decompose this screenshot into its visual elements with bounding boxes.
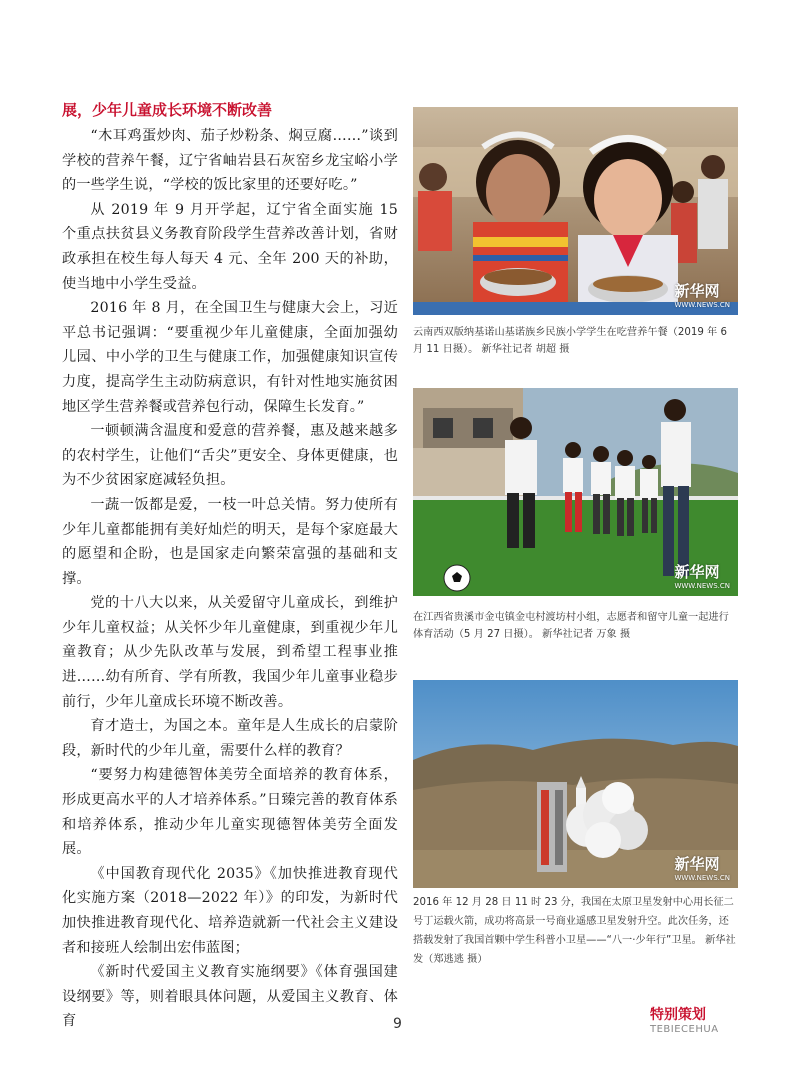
photo-football-activity bbox=[413, 388, 738, 596]
paragraph: “要努力构建德智体美劳全面培养的教育体系，形成更高水平的人才培养体系。”日臻完善的教育体系和培养体系，推动少年儿童实现德智体美劳全面发展。 bbox=[62, 767, 398, 858]
paragraph: “木耳鸡蛋炒肉、茄子炒粉条、焖豆腐……”谈到学校的营养午餐，辽宁省岫岩县石灰窑乡龙宝峪小学的一些学生说，“学校的饭比家里的还要好吃。” bbox=[62, 128, 398, 194]
watermark-url: WWW.NEWS.CN bbox=[674, 582, 730, 590]
watermark-text: 新华网 bbox=[674, 282, 720, 300]
paragraph: 一顿顿满含温度和爱意的营养餐，惠及越来越多的农村学生，让他们“舌尖”更安全、身体更健康，也为不少贫困家庭减轻负担。 bbox=[62, 423, 398, 489]
watermark-url: WWW.NEWS.CN bbox=[674, 874, 730, 882]
watermark-text: 新华网 bbox=[674, 855, 720, 873]
paragraph: 育才造士，为国之本。童年是人生成长的启蒙阶段，新时代的少年儿童，需要什么样的教育？ bbox=[62, 718, 398, 759]
section-brand bbox=[650, 1004, 719, 1035]
brand-subtitle: TEBIECEHUA bbox=[650, 1024, 719, 1035]
caption-school-lunch: 云南西双版纳基诺山基诺族乡民族小学学生在吃营养午餐（2019 年 6 月 11 日摄）。 新华社记者 胡超 摄 bbox=[413, 327, 727, 355]
page-number: 9 bbox=[393, 1016, 402, 1032]
watermark-logo bbox=[674, 280, 730, 309]
paragraph: 《新时代爱国主义教育实施纲要》《体育强国建设纲要》等，则着眼具体问题，从爱国主义教育、体育 bbox=[62, 964, 398, 1030]
watermark-text: 新华网 bbox=[674, 563, 720, 581]
article-body bbox=[62, 98, 398, 1034]
caption-rocket-launch: 2016 年 12 月 28 日 11 时 23 分，我国在太原卫星发射中心用长征二号丁运载火箭，成功将高景一号商业遥感卫星发射升空。此次任务，还搭载发射了我国首颗中学生科普小卫星——“八一·少年行”卫星。 新华社发（郑逃逃 摄） bbox=[413, 897, 736, 965]
paragraph: 党的十八大以来，从关爱留守儿童成长，到维护少年儿童权益；从关怀少年儿童健康，到重视少年儿童教育；从少先队改革与发展，到希望工程事业推进……幼有所育、学有所教，我国少年儿童事业稳步前行，少年儿童成长环境不断改善。 bbox=[62, 595, 398, 710]
caption-football-activity: 在江西省贵溪市金屯镇金屯村渡坊村小组，志愿者和留守儿童一起进行体育活动（5 月 27 日摄）。 新华社记者 万象 摄 bbox=[413, 612, 729, 640]
photo-rocket-launch bbox=[413, 680, 738, 888]
paragraph: 《中国教育现代化 2035》《加快推进教育现代化实施方案（2018—2022 年）》的印发，为新时代加快推进教育现代化、培养造就新一代社会主义建设者和接班人绘制出宏伟蓝图； bbox=[62, 865, 398, 956]
paragraph: 从 2019 年 9 月开学起，辽宁省全面实施 15 个重点扶贫县义务教育阶段学生营养改善计划，省财政承担在校生每人每天 4 元、全年 200 天的补助，使当地中小学生受益。 bbox=[62, 201, 398, 292]
paragraph: 一蔬一饭都是爱，一枝一叶总关情。努力使所有少年儿童都能拥有美好灿烂的明天，是每个家庭最大的愿望和企盼，也是国家走向繁荣富强的基础和支撑。 bbox=[62, 496, 398, 587]
watermark-url: WWW.NEWS.CN bbox=[674, 301, 730, 309]
watermark-logo bbox=[674, 853, 730, 882]
watermark-logo bbox=[674, 561, 730, 590]
paragraph: 2016 年 8 月，在全国卫生与健康大会上，习近平总书记强调：“要重视少年儿童健康，全面加强幼儿园、中小学的卫生与健康工作，加强健康知识宣传力度，提高学生主动防病意识，有针对性地实施贫困地区学生营养餐或营养包行动，保障生长发育。” bbox=[62, 300, 398, 415]
photo-school-lunch bbox=[413, 107, 738, 315]
section-heading: 展，少年儿童成长环境不断改善 bbox=[62, 101, 273, 119]
brand-title: 特别策划 bbox=[650, 1007, 706, 1023]
